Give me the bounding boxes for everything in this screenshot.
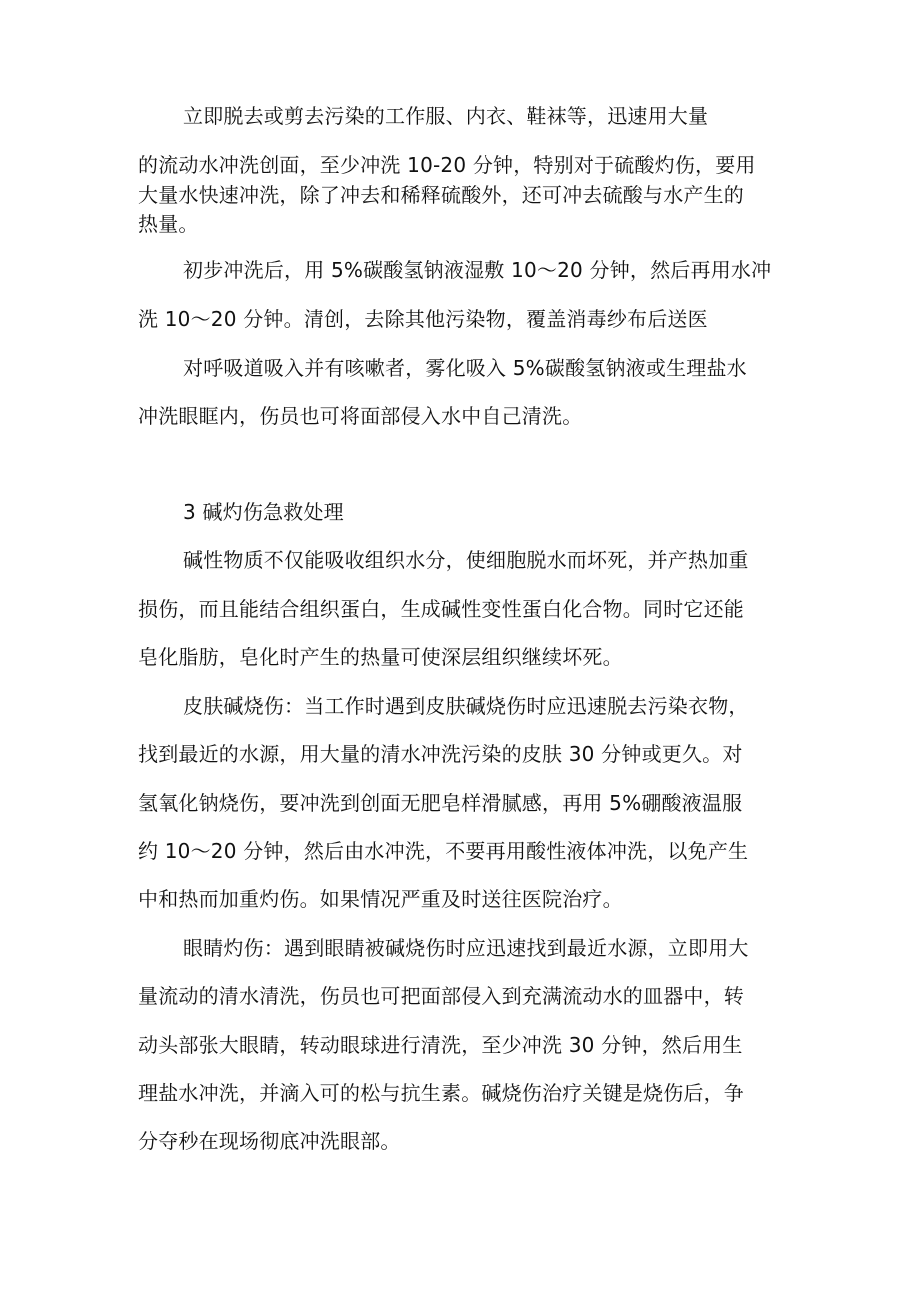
text-line-22: 分夺秒在现场彻底冲洗眼部。 [138,1129,401,1153]
text-line-11: 损伤，而且能结合组织蛋白，生成碱性变性蛋白化合物。同时它还能 [138,597,744,621]
text-line-7: 对呼吸道吸入并有咳嗽者，雾化吸入 5%碳酸氢钠液或生理盐水 [183,356,747,380]
text-line-8: 冲洗眼眶内，伤员也可将面部侵入水中自己清洗。 [138,404,583,428]
text-line-14: 找到最近的水源，用大量的清水冲洗污染的皮肤 30 分钟或更久。对 [138,742,743,766]
text-line-5: 初步冲洗后，用 5%碳酸氢钠液湿敷 10～20 分钟，然后再用水冲 [183,258,772,282]
text-line-4: 热量。 [138,212,199,236]
text-line-16: 约 10～20 分钟，然后由水冲洗，不要再用酸性液体冲洗，以免产生 [138,839,749,863]
text-line-17: 中和热而加重灼伤。如果情况严重及时送往医院治疗。 [138,887,623,911]
text-line-20: 动头部张大眼睛，转动眼球进行清洗，至少冲洗 30 分钟，然后用生 [138,1033,743,1057]
text-line-12: 皂化脂肪，皂化时产生的热量可使深层组织继续坏死。 [138,645,623,669]
text-line-6: 洗 10～20 分钟。清创，去除其他污染物，覆盖消毒纱布后送医 [138,307,708,331]
text-line-21: 理盐水冲洗，并滴入可的松与抗生素。碱烧伤治疗关键是烧伤后，争 [138,1081,744,1105]
text-line-10: 碱性物质不仅能吸收组织水分，使细胞脱水而坏死，并产热加重 [183,548,749,572]
text-line-15: 氢氧化钠烧伤，要冲洗到创面无肥皂样滑腻感，再用 5%硼酸液温服 [138,791,743,815]
text-line-19: 量流动的清水清洗，伤员也可把面部侵入到充满流动水的皿器中，转 [138,984,744,1008]
text-line-13: 皮肤碱烧伤：当工作时遇到皮肤碱烧伤时应迅速脱去污染衣物， [183,694,749,718]
text-line-3: 大量水快速冲洗，除了冲去和稀释硫酸外，还可冲去硫酸与水产生的 [138,183,744,207]
text-line-2: 的流动水冲洗创面，至少冲洗 10-20 分钟，特别对于硫酸灼伤，要用 [138,153,756,177]
section-heading: 3 碱灼伤急救处理 [183,500,344,524]
text-line-18: 眼睛灼伤：遇到眼睛被碱烧伤时应迅速找到最近水源，立即用大 [183,936,749,960]
text-line-1: 立即脱去或剪去污染的工作服、内衣、鞋袜等，迅速用大量 [183,104,709,128]
